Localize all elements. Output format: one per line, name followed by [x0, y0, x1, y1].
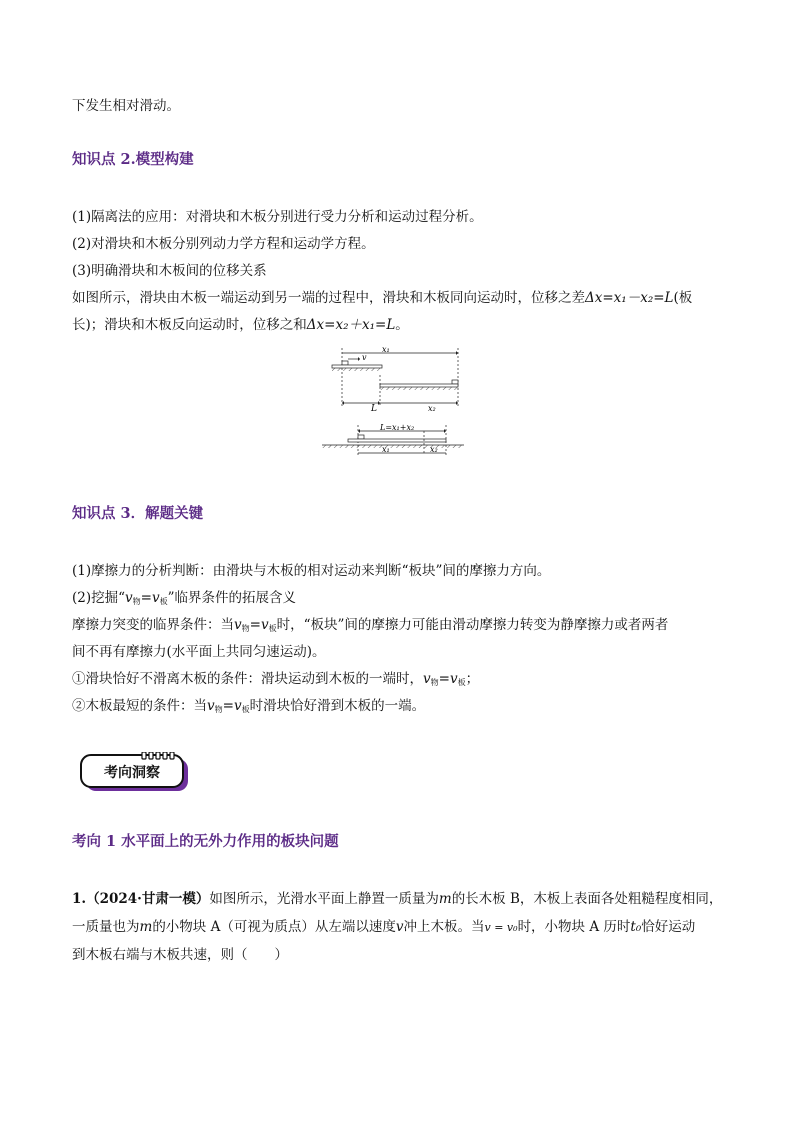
p4-text-b: (板 [673, 290, 693, 306]
label-x2-bottom: x₂ [430, 445, 438, 454]
label-x1-bottom: x₁ [382, 445, 390, 454]
board-final [380, 384, 458, 387]
question-1-line-2: 一质量也为m的小物块 A（可视为质点）从左端以速度v冲上木板。当v = v₀时，小物块 A 历时t₀恰好运动 [72, 919, 696, 935]
section2-paragraph-5 [72, 315, 409, 335]
topic-heading-1: 考向 1 水平面上的无外力作用的板块问题 [72, 833, 339, 850]
p5-formula: Δx=x₂＋x₁=L [306, 317, 396, 333]
label-v: v [362, 353, 367, 362]
block-initial [342, 361, 348, 365]
block-final [452, 380, 458, 384]
section-badge [80, 752, 192, 794]
p5-text-a: 长)；滑块和木板反向运动时，位移之和 [72, 317, 307, 333]
section-heading-3: 知识点 3．解题关键 [72, 505, 204, 522]
board-initial [332, 365, 382, 368]
label-x1-top: x₁ [382, 345, 390, 354]
p4-text-a: 如图所示，滑块由木板一端运动到另一端的过程中，滑块和木板同向运动时，位移之差 [72, 290, 585, 306]
section3-paragraph-1: (1)摩擦力的分析判断：由滑块与木板的相对运动来判断“板块”间的摩擦力方向。 [72, 563, 551, 579]
question-1-line-3: 到木板右端与木板共速，则（ ） [72, 947, 288, 963]
intro-tail-text: 下发生相对滑动。 [72, 98, 180, 114]
board-block-diagram [318, 345, 468, 457]
section2-paragraph-4 [72, 288, 692, 308]
label-L-top: L [371, 404, 377, 414]
p4-formula: Δx=x₁－x₂=L [585, 290, 674, 306]
label-x2-top: x₂ [428, 404, 436, 413]
block-bottom [358, 435, 364, 439]
label-L-sum: L=x₁+x₂ [380, 423, 415, 432]
diagram-bottom [322, 423, 464, 455]
section3-paragraph-2: (2)挖掘“$v_物=v_板$”临界条件的拓展含义 [72, 590, 297, 606]
section-heading-2: 知识点 2.模型构建 [72, 151, 194, 168]
section3-paragraph-3: 摩擦力突变的临界条件：当$v_物=v_板$时，“板块”间的摩擦力可能由滑动摩擦力转变为静摩擦力或者两者 [72, 617, 669, 633]
badge-label: 考向洞察 [104, 765, 160, 781]
section2-paragraph-3: (3)明确滑块和木板间的位移关系 [72, 263, 267, 279]
question-1-line-1: 1.（2024·甘肃一模）如图所示，光滑水平面上静置一质量为m的长木板 B，木板上表面各处粗糙程度相同， [72, 891, 723, 907]
section2-paragraph-2: (2)对滑块和木板分别列动力学方程和运动学方程。 [72, 236, 375, 252]
section3-paragraph-6: ②木板最短的条件：当$v_物=v_板$时滑块恰好滑到木板的一端。 [72, 698, 426, 714]
diagram-top [332, 345, 458, 414]
p5-text-b: 。 [395, 317, 409, 333]
board-bottom [348, 439, 446, 442]
section3-paragraph-5: ①滑块恰好不滑离木板的条件：滑块运动到木板的一端时，$v_物=v_板$； [72, 671, 480, 687]
section3-paragraph-4: 间不再有摩擦力(水平面上共同匀速运动)。 [72, 644, 326, 660]
section2-paragraph-1: (1)隔离法的应用：对滑块和木板分别进行受力分析和运动过程分析。 [72, 209, 483, 225]
